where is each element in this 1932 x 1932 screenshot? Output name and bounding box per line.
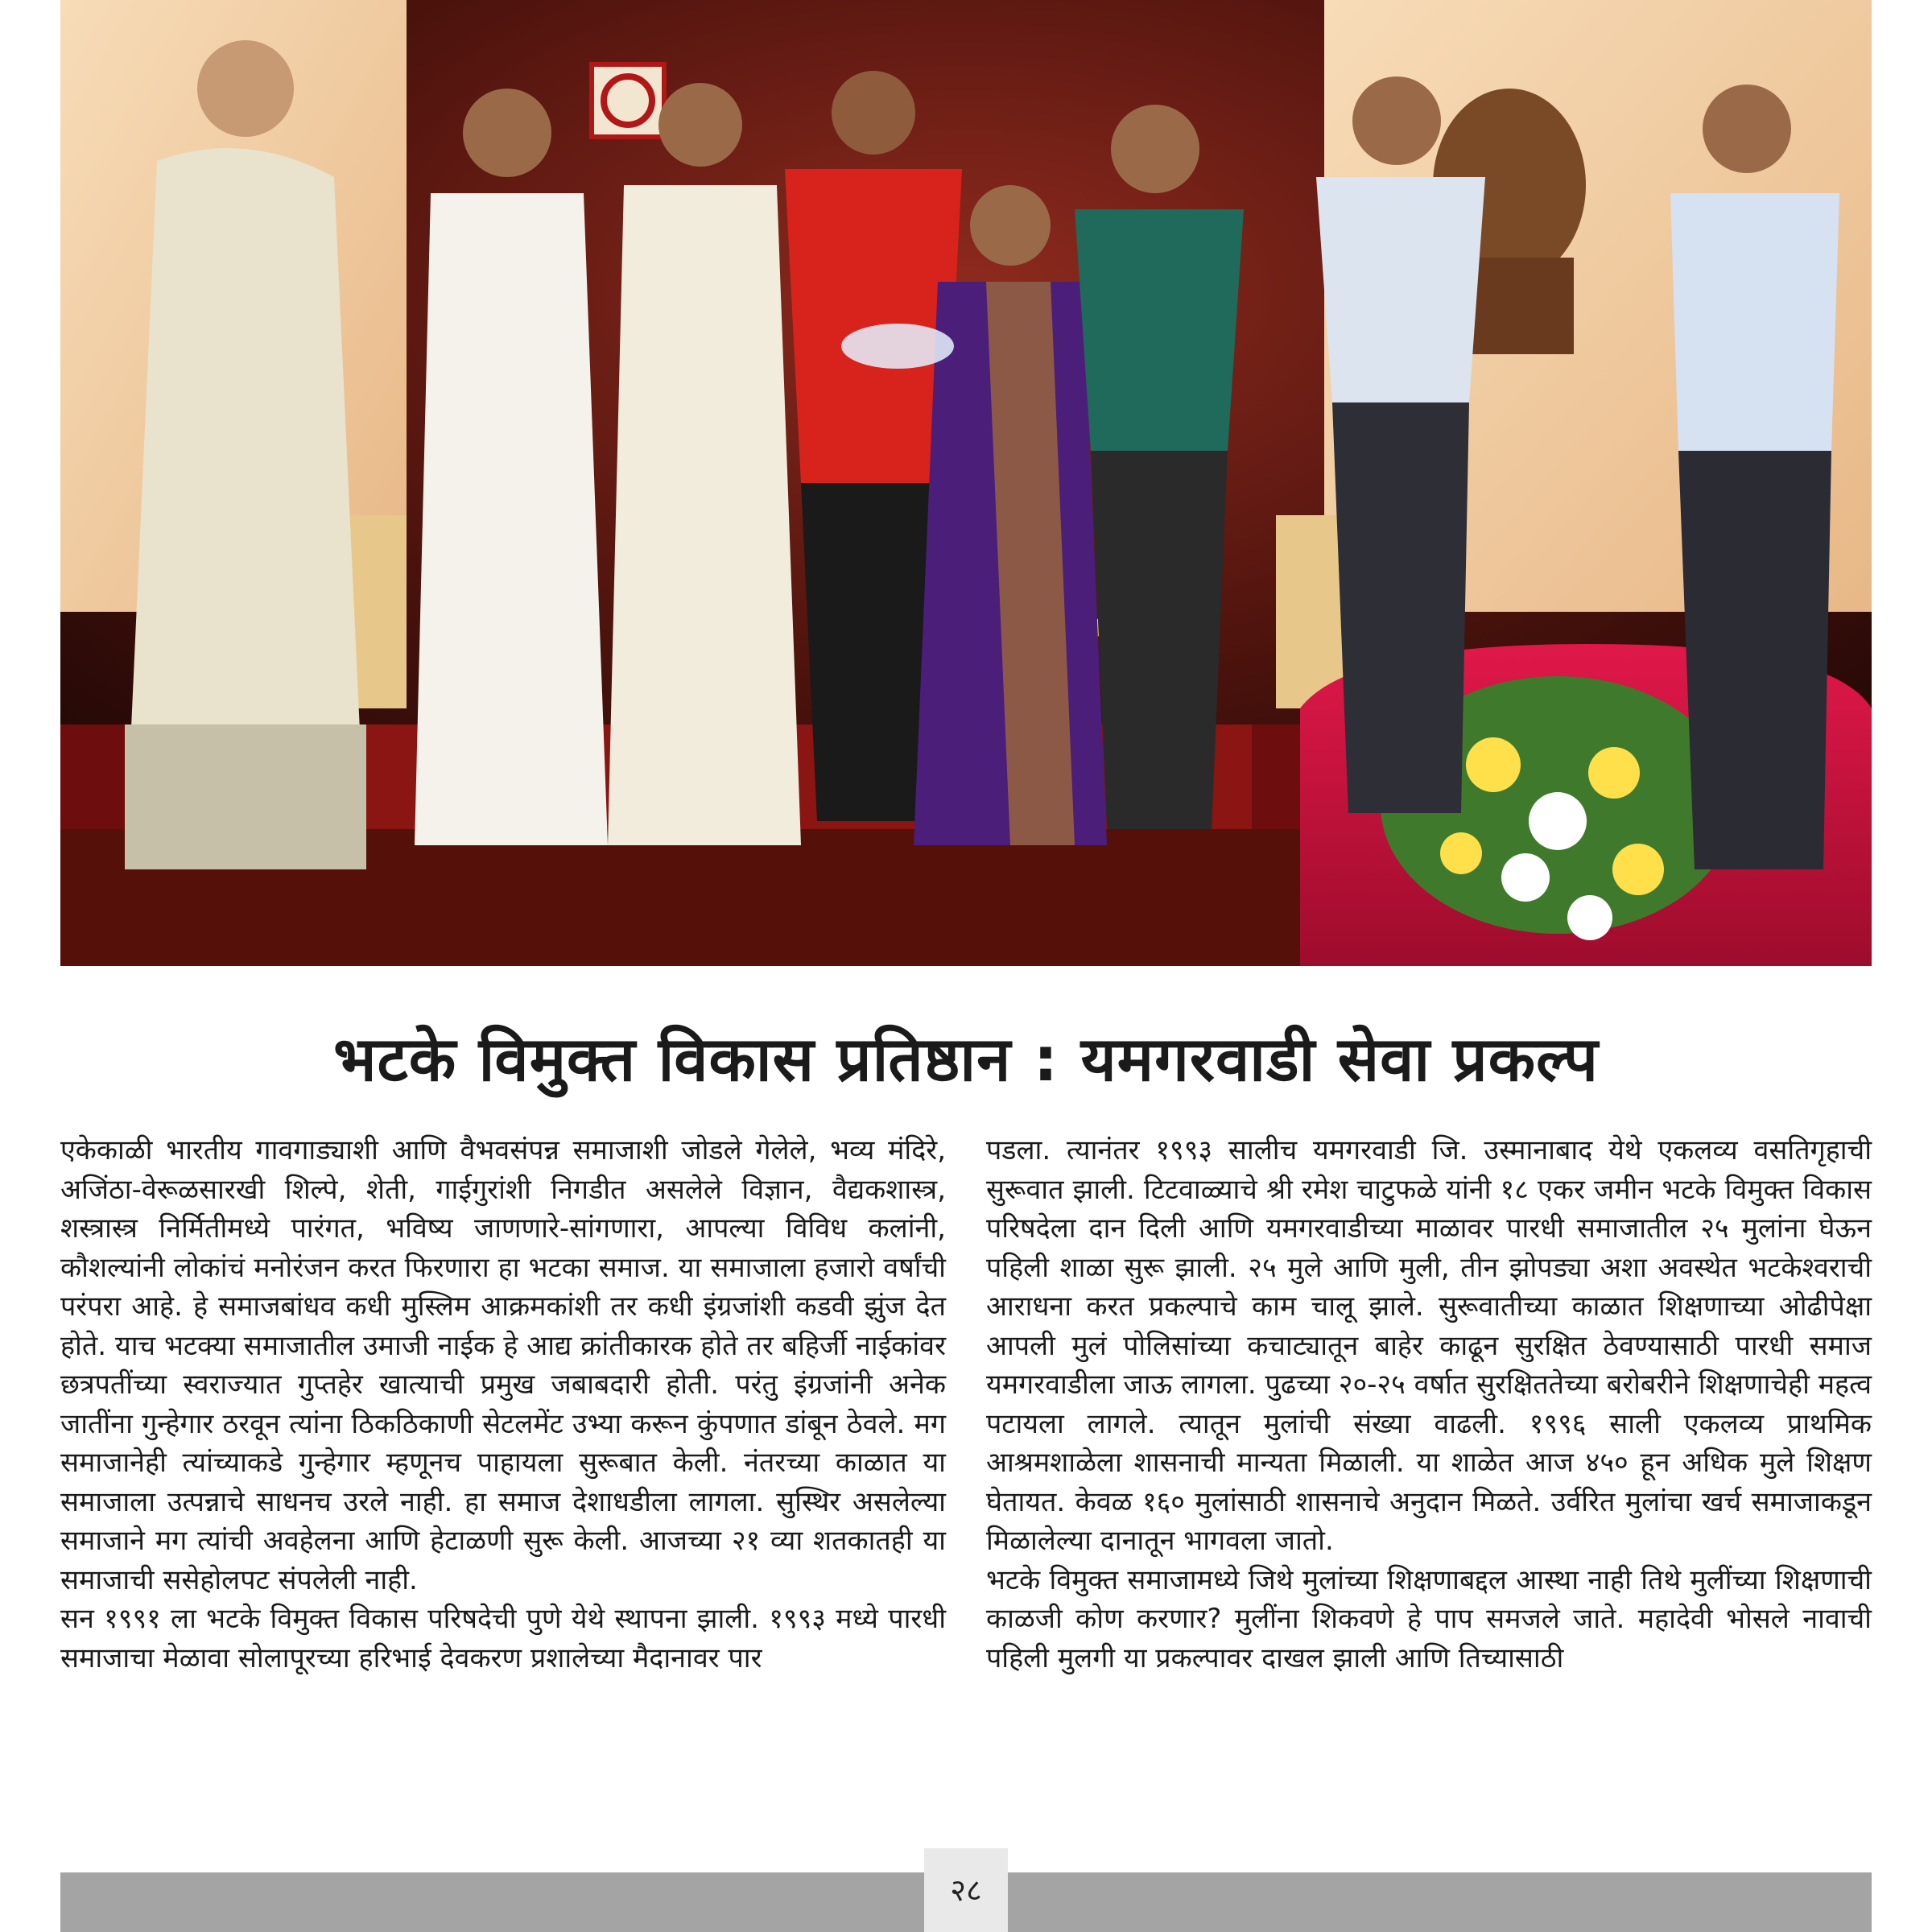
article-paragraph: एकेकाळी भारतीय गावगाड्याशी आणि वैभवसंपन्न समाजाशी जोडले गेलेले, भव्य मंदिरे, अजिंठा-वेरूळसारखी शिल्पे, शेती, गाईगुरांशी निगडीत असलेले विज्ञान, वैद्यकशास्त्र, शस्त्रास्त्र निर्मितीमध्ये पारंगत, भविष्य जाणणारे-सांगणारा, आपल्या विविध कलांनी, कौशल्यांनी लोकांचं मनोरंजन करत फिरणारा हा भटका समाज. या समाजाला हजारो वर्षांची परंपरा आहे. हे समाजबांधव कधी मुस्लिम आक्रमकांशी तर कधी इंग्रजांशी कडवी झुंज देत होते. याच भटक्या समाजातील उमाजी नाईक हे आद्य क्रांतीकारक होते तर बहिर्जी नाईकांवर छत्रपतींच्या स्वराज्यात गुप्तहेर खात्याची प्रमुख जबाबदारी होती. परंतु इंग्रजांनी अनेक जातींना गुन्हेगार ठरवून त्यांना ठिकठिकाणी सेटलमेंट उभ्या करून कुंपणात डांबून ठेवले. मग समाजानेही त्यांच्याकडे गुन्हेगार म्हणूनच पाहायला सुरूबात केली. नंतरच्या काळात या समाजाला उत्पन्नाचे साधनच उरले नाही. हा समाज देशाधडीला लागला. सुस्थिर असलेल्या समाजाने मग त्यांची अवहेलना आणि हेटाळणी सुरू केली. आजच्या २१ व्या शतकातही या समाजाची ससेहोलपट संपलेली नाही. [60,1134,946,1596]
page-number: २८ [924,1848,1008,1932]
article-paragraph: पडला. त्यानंतर १९९३ सालीच यमगरवाडी जि. उस्मानाबाद येथे एकलव्य वसतिगृहाची सुरूवात झाली. टिटवाळ्याचे श्री रमेश चाटुफळे यांनी १८ एकर जमीन भटके विमुक्त विकास परिषदेला दान दिली आणि यमगरवाडीच्या माळावर पारधी समाजातील २५ मुलांना घेऊन पहिली शाळा सुरू झाली. २५ मुले आणि मुली, तीन झोपड्या अशा अवस्थेत भटकेश्वराची आराधना करत प्रकल्पाचे काम चालू झाले. सुरूवातीच्या काळात शिक्षणाच्या ओढीपेक्षा आपली मुलं पोलिसांच्या कचाट्यातून बाहेर काढून सुरक्षित ठेवण्यासाठी पारधी समाज यमगरवाडीला जाऊ लागला. पुढच्या २०-२५ वर्षात सुरक्षिततेच्या बरोबरीने शिक्षणाचेही महत्व पटायला लागले. त्यातून मुलांची संख्या वाढली. १९९६ साली एकलव्य प्राथमिक आश्रमशाळेला शासनाची मान्यता मिळाली. या शाळेत आज ४५० हून अधिक मुले शिक्षण घेतायत. केवळ १६० मुलांसाठी शासनाचे अनुदान मिळते. उर्वरित मुलांचा खर्च समाजाकडून मिळालेल्या दानातून भागवला जातो. [986,1134,1872,1557]
article-title: भटके विमुक्त विकास प्रतिष्ठान : यमगरवाडी सेवा प्रकल्प [333,1023,1599,1095]
article-paragraph: भटके विमुक्त समाजामध्ये जिथे मुलांच्या शिक्षणाबद्दल आस्था नाही तिथे मुलींच्या शिक्षणाची काळजी कोण करणार? मुलींना शिकवणे हे पाप समजले जाते. महादेवी भोसले नावाची पहिली मुलगी या प्रकल्पावर दाखल झाली आणि तिच्यासाठी [986,1563,1872,1674]
award-ceremony-photo [60,0,1872,966]
article-right-column [986,1131,1872,1678]
article-paragraph: सन १९९१ ला भटके विमुक्त विकास परिषदेची पुणे येथे स्थापना झाली. १९९३ मध्ये पारधी समाजाचा मेळावा सोलापूरच्या हरिभाई देवकरण प्रशालेच्या मैदानावर पार [60,1603,946,1674]
article-left-column [60,1131,946,1678]
